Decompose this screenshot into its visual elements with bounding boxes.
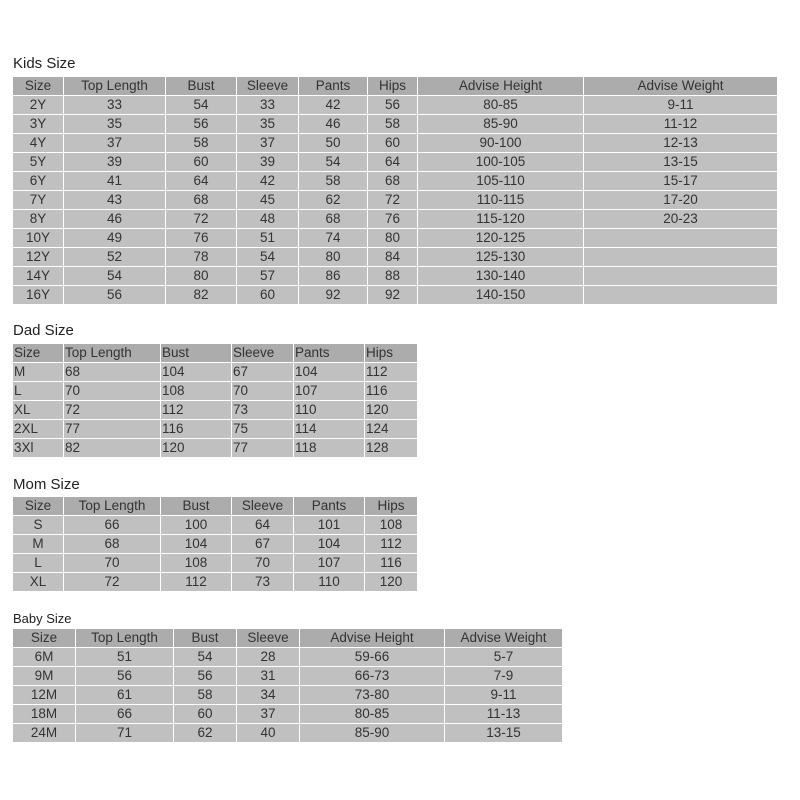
table-cell xyxy=(584,248,778,267)
table-cell: 92 xyxy=(299,286,368,305)
header-row xyxy=(13,629,563,648)
table-cell: 37 xyxy=(237,705,300,724)
table-cell: 3Xl xyxy=(13,439,64,458)
table-cell: L xyxy=(13,554,64,573)
table-cell: 9-11 xyxy=(445,686,563,705)
table-cell: 60 xyxy=(237,286,299,305)
table-row xyxy=(13,115,778,134)
table-row xyxy=(13,248,778,267)
table-cell: XL xyxy=(13,401,64,420)
table-cell: 12Y xyxy=(13,248,64,267)
column-header: Sleeve xyxy=(237,77,299,96)
dad-size-title: Dad Size xyxy=(13,322,74,339)
table-cell: 73 xyxy=(232,401,294,420)
table-cell: 13-15 xyxy=(445,724,563,743)
table-cell: 58 xyxy=(299,172,368,191)
table-cell: 35 xyxy=(64,115,166,134)
table-cell: 59-66 xyxy=(300,648,445,667)
table-cell: 112 xyxy=(365,535,418,554)
header-row xyxy=(13,344,418,363)
table-cell: 54 xyxy=(237,248,299,267)
table-cell: 31 xyxy=(237,667,300,686)
table-cell: 62 xyxy=(299,191,368,210)
table-cell: 34 xyxy=(237,686,300,705)
column-header: Top Length xyxy=(64,497,161,516)
table-cell: 120 xyxy=(365,401,418,420)
table-cell: 116 xyxy=(161,420,232,439)
table-cell: 92 xyxy=(368,286,418,305)
baby-size-title: Baby Size xyxy=(13,611,72,626)
table-cell: 6M xyxy=(13,648,76,667)
table-cell: 64 xyxy=(166,172,237,191)
table-cell: 70 xyxy=(64,554,161,573)
table-cell: 80 xyxy=(368,229,418,248)
table-cell: 12M xyxy=(13,686,76,705)
table-cell: 28 xyxy=(237,648,300,667)
table-cell: 8Y xyxy=(13,210,64,229)
table-cell: 3Y xyxy=(13,115,64,134)
column-header: Top Length xyxy=(64,344,161,363)
column-header: Size xyxy=(13,497,64,516)
table-cell: 39 xyxy=(64,153,166,172)
table-cell: 54 xyxy=(299,153,368,172)
table-cell: 77 xyxy=(232,439,294,458)
table-cell: 104 xyxy=(294,535,365,554)
table-cell: 58 xyxy=(368,115,418,134)
column-header: Pants xyxy=(294,497,365,516)
table-cell: 7-9 xyxy=(445,667,563,686)
table-cell: 58 xyxy=(174,686,237,705)
table-row xyxy=(13,705,563,724)
table-row xyxy=(13,516,418,535)
table-cell: 14Y xyxy=(13,267,64,286)
table-cell: 64 xyxy=(232,516,294,535)
column-header: Sleeve xyxy=(232,497,294,516)
table-cell: 52 xyxy=(64,248,166,267)
kids-size-title: Kids Size xyxy=(13,55,76,72)
table-cell: 46 xyxy=(299,115,368,134)
table-row xyxy=(13,267,778,286)
table-cell: 11-12 xyxy=(584,115,778,134)
table-cell: 35 xyxy=(237,115,299,134)
column-header: Hips xyxy=(365,497,418,516)
table-cell: 110 xyxy=(294,573,365,592)
column-header: Sleeve xyxy=(232,344,294,363)
table-cell: 68 xyxy=(64,363,161,382)
table-cell: 120 xyxy=(365,573,418,592)
table-cell: 116 xyxy=(365,554,418,573)
table-row xyxy=(13,724,563,743)
table-cell: 6Y xyxy=(13,172,64,191)
table-cell: 45 xyxy=(237,191,299,210)
table-row xyxy=(13,96,778,115)
dad-size-table xyxy=(12,343,418,458)
table-cell: 56 xyxy=(174,667,237,686)
table-cell: 20-23 xyxy=(584,210,778,229)
table-cell: 118 xyxy=(294,439,365,458)
baby-size-table xyxy=(12,628,563,743)
table-cell: 68 xyxy=(368,172,418,191)
table-cell: 114 xyxy=(294,420,365,439)
table-cell: 72 xyxy=(166,210,237,229)
table-cell: 107 xyxy=(294,554,365,573)
table-cell: 68 xyxy=(299,210,368,229)
table-cell: 56 xyxy=(76,667,174,686)
table-cell: 50 xyxy=(299,134,368,153)
table-cell: 104 xyxy=(294,363,365,382)
table-row xyxy=(13,363,418,382)
table-cell: 115-120 xyxy=(418,210,584,229)
table-cell: 2Y xyxy=(13,96,64,115)
table-cell: 49 xyxy=(64,229,166,248)
table-cell: 54 xyxy=(174,648,237,667)
table-cell: 104 xyxy=(161,535,232,554)
table-cell: 70 xyxy=(64,382,161,401)
table-cell: 66 xyxy=(76,705,174,724)
table-cell: 100 xyxy=(161,516,232,535)
table-cell: 64 xyxy=(368,153,418,172)
table-cell: 108 xyxy=(161,554,232,573)
table-cell: 78 xyxy=(166,248,237,267)
column-header: Hips xyxy=(368,77,418,96)
table-cell: 5Y xyxy=(13,153,64,172)
table-cell xyxy=(584,267,778,286)
table-cell: 17-20 xyxy=(584,191,778,210)
table-cell: 67 xyxy=(232,535,294,554)
table-cell: 37 xyxy=(64,134,166,153)
table-cell: 68 xyxy=(64,535,161,554)
column-header: Advise Height xyxy=(418,77,584,96)
table-row xyxy=(13,648,563,667)
table-cell: 80 xyxy=(299,248,368,267)
table-cell: 88 xyxy=(368,267,418,286)
table-cell: 72 xyxy=(368,191,418,210)
table-row xyxy=(13,286,778,305)
table-cell: 112 xyxy=(161,401,232,420)
table-cell: 124 xyxy=(365,420,418,439)
table-cell: 108 xyxy=(161,382,232,401)
table-cell: 84 xyxy=(368,248,418,267)
table-cell: S xyxy=(13,516,64,535)
table-cell xyxy=(584,229,778,248)
table-cell: 75 xyxy=(232,420,294,439)
table-cell: 68 xyxy=(166,191,237,210)
table-cell: M xyxy=(13,535,64,554)
table-cell: 39 xyxy=(237,153,299,172)
table-cell: 76 xyxy=(166,229,237,248)
table-row xyxy=(13,667,563,686)
column-header: Advise Weight xyxy=(445,629,563,648)
table-cell: 60 xyxy=(368,134,418,153)
table-cell: 85-90 xyxy=(418,115,584,134)
table-row xyxy=(13,191,778,210)
table-cell: 54 xyxy=(64,267,166,286)
table-cell: 71 xyxy=(76,724,174,743)
table-cell: 80 xyxy=(166,267,237,286)
table-cell: 13-15 xyxy=(584,153,778,172)
table-cell: 112 xyxy=(365,363,418,382)
table-cell: 12-13 xyxy=(584,134,778,153)
table-cell: 104 xyxy=(161,363,232,382)
table-cell: 9-11 xyxy=(584,96,778,115)
table-row xyxy=(13,420,418,439)
table-row xyxy=(13,573,418,592)
table-cell: 128 xyxy=(365,439,418,458)
table-cell: 67 xyxy=(232,363,294,382)
table-cell: 33 xyxy=(237,96,299,115)
table-cell: 60 xyxy=(174,705,237,724)
table-cell: 2XL xyxy=(13,420,64,439)
table-cell: 82 xyxy=(64,439,161,458)
table-row xyxy=(13,229,778,248)
table-cell: 86 xyxy=(299,267,368,286)
table-cell: 51 xyxy=(237,229,299,248)
table-cell: XL xyxy=(13,573,64,592)
column-header: Size xyxy=(13,77,64,96)
table-cell: 56 xyxy=(368,96,418,115)
table-cell xyxy=(584,286,778,305)
table-cell: 105-110 xyxy=(418,172,584,191)
table-cell: 4Y xyxy=(13,134,64,153)
header-row xyxy=(13,497,418,516)
column-header: Size xyxy=(13,344,64,363)
column-header: Sleeve xyxy=(237,629,300,648)
column-header: Bust xyxy=(166,77,237,96)
column-header: Size xyxy=(13,629,76,648)
table-cell: 116 xyxy=(365,382,418,401)
table-cell: 120-125 xyxy=(418,229,584,248)
table-cell: 37 xyxy=(237,134,299,153)
table-cell: 72 xyxy=(64,401,161,420)
table-cell: 73 xyxy=(232,573,294,592)
table-cell: 9M xyxy=(13,667,76,686)
table-cell: 60 xyxy=(166,153,237,172)
table-cell: 70 xyxy=(232,554,294,573)
table-cell: 51 xyxy=(76,648,174,667)
table-cell: 18M xyxy=(13,705,76,724)
table-cell: 7Y xyxy=(13,191,64,210)
table-cell: 33 xyxy=(64,96,166,115)
table-cell: 54 xyxy=(166,96,237,115)
kids-size-table xyxy=(12,76,778,305)
table-cell: 10Y xyxy=(13,229,64,248)
table-cell: 43 xyxy=(64,191,166,210)
table-cell: 15-17 xyxy=(584,172,778,191)
table-cell: 5-7 xyxy=(445,648,563,667)
table-cell: 112 xyxy=(161,573,232,592)
column-header: Advise Weight xyxy=(584,77,778,96)
table-cell: 70 xyxy=(232,382,294,401)
table-row xyxy=(13,535,418,554)
table-row xyxy=(13,554,418,573)
table-cell: 42 xyxy=(237,172,299,191)
table-cell: 140-150 xyxy=(418,286,584,305)
column-header: Pants xyxy=(294,344,365,363)
table-cell: 125-130 xyxy=(418,248,584,267)
mom-size-table xyxy=(12,496,418,592)
column-header: Advise Height xyxy=(300,629,445,648)
column-header: Bust xyxy=(161,497,232,516)
table-cell: 58 xyxy=(166,134,237,153)
table-cell: 16Y xyxy=(13,286,64,305)
table-cell: 100-105 xyxy=(418,153,584,172)
table-row xyxy=(13,172,778,191)
table-cell: 108 xyxy=(365,516,418,535)
table-cell: 56 xyxy=(64,286,166,305)
table-cell: 74 xyxy=(299,229,368,248)
table-cell: 11-13 xyxy=(445,705,563,724)
table-cell: 107 xyxy=(294,382,365,401)
table-cell: 66-73 xyxy=(300,667,445,686)
table-row xyxy=(13,686,563,705)
column-header: Bust xyxy=(161,344,232,363)
table-cell: 40 xyxy=(237,724,300,743)
table-row xyxy=(13,134,778,153)
table-cell: M xyxy=(13,363,64,382)
column-header: Hips xyxy=(365,344,418,363)
table-cell: 80-85 xyxy=(300,705,445,724)
column-header: Top Length xyxy=(64,77,166,96)
column-header: Pants xyxy=(299,77,368,96)
table-row xyxy=(13,401,418,420)
table-cell: 46 xyxy=(64,210,166,229)
table-cell: 42 xyxy=(299,96,368,115)
table-cell: 61 xyxy=(76,686,174,705)
table-row xyxy=(13,382,418,401)
table-cell: 130-140 xyxy=(418,267,584,286)
table-cell: 56 xyxy=(166,115,237,134)
mom-size-title: Mom Size xyxy=(13,476,80,493)
table-cell: 62 xyxy=(174,724,237,743)
table-cell: 48 xyxy=(237,210,299,229)
table-cell: 76 xyxy=(368,210,418,229)
table-cell: 110-115 xyxy=(418,191,584,210)
header-row xyxy=(13,77,778,96)
column-header: Top Length xyxy=(76,629,174,648)
table-cell: 85-90 xyxy=(300,724,445,743)
table-cell: 110 xyxy=(294,401,365,420)
table-row xyxy=(13,210,778,229)
table-cell: 57 xyxy=(237,267,299,286)
table-cell: 77 xyxy=(64,420,161,439)
table-cell: 120 xyxy=(161,439,232,458)
table-row xyxy=(13,439,418,458)
table-cell: 41 xyxy=(64,172,166,191)
table-cell: 24M xyxy=(13,724,76,743)
table-cell: L xyxy=(13,382,64,401)
table-cell: 101 xyxy=(294,516,365,535)
table-cell: 82 xyxy=(166,286,237,305)
table-cell: 73-80 xyxy=(300,686,445,705)
column-header: Bust xyxy=(174,629,237,648)
table-row xyxy=(13,153,778,172)
table-cell: 90-100 xyxy=(418,134,584,153)
table-cell: 72 xyxy=(64,573,161,592)
table-cell: 80-85 xyxy=(418,96,584,115)
table-cell: 66 xyxy=(64,516,161,535)
